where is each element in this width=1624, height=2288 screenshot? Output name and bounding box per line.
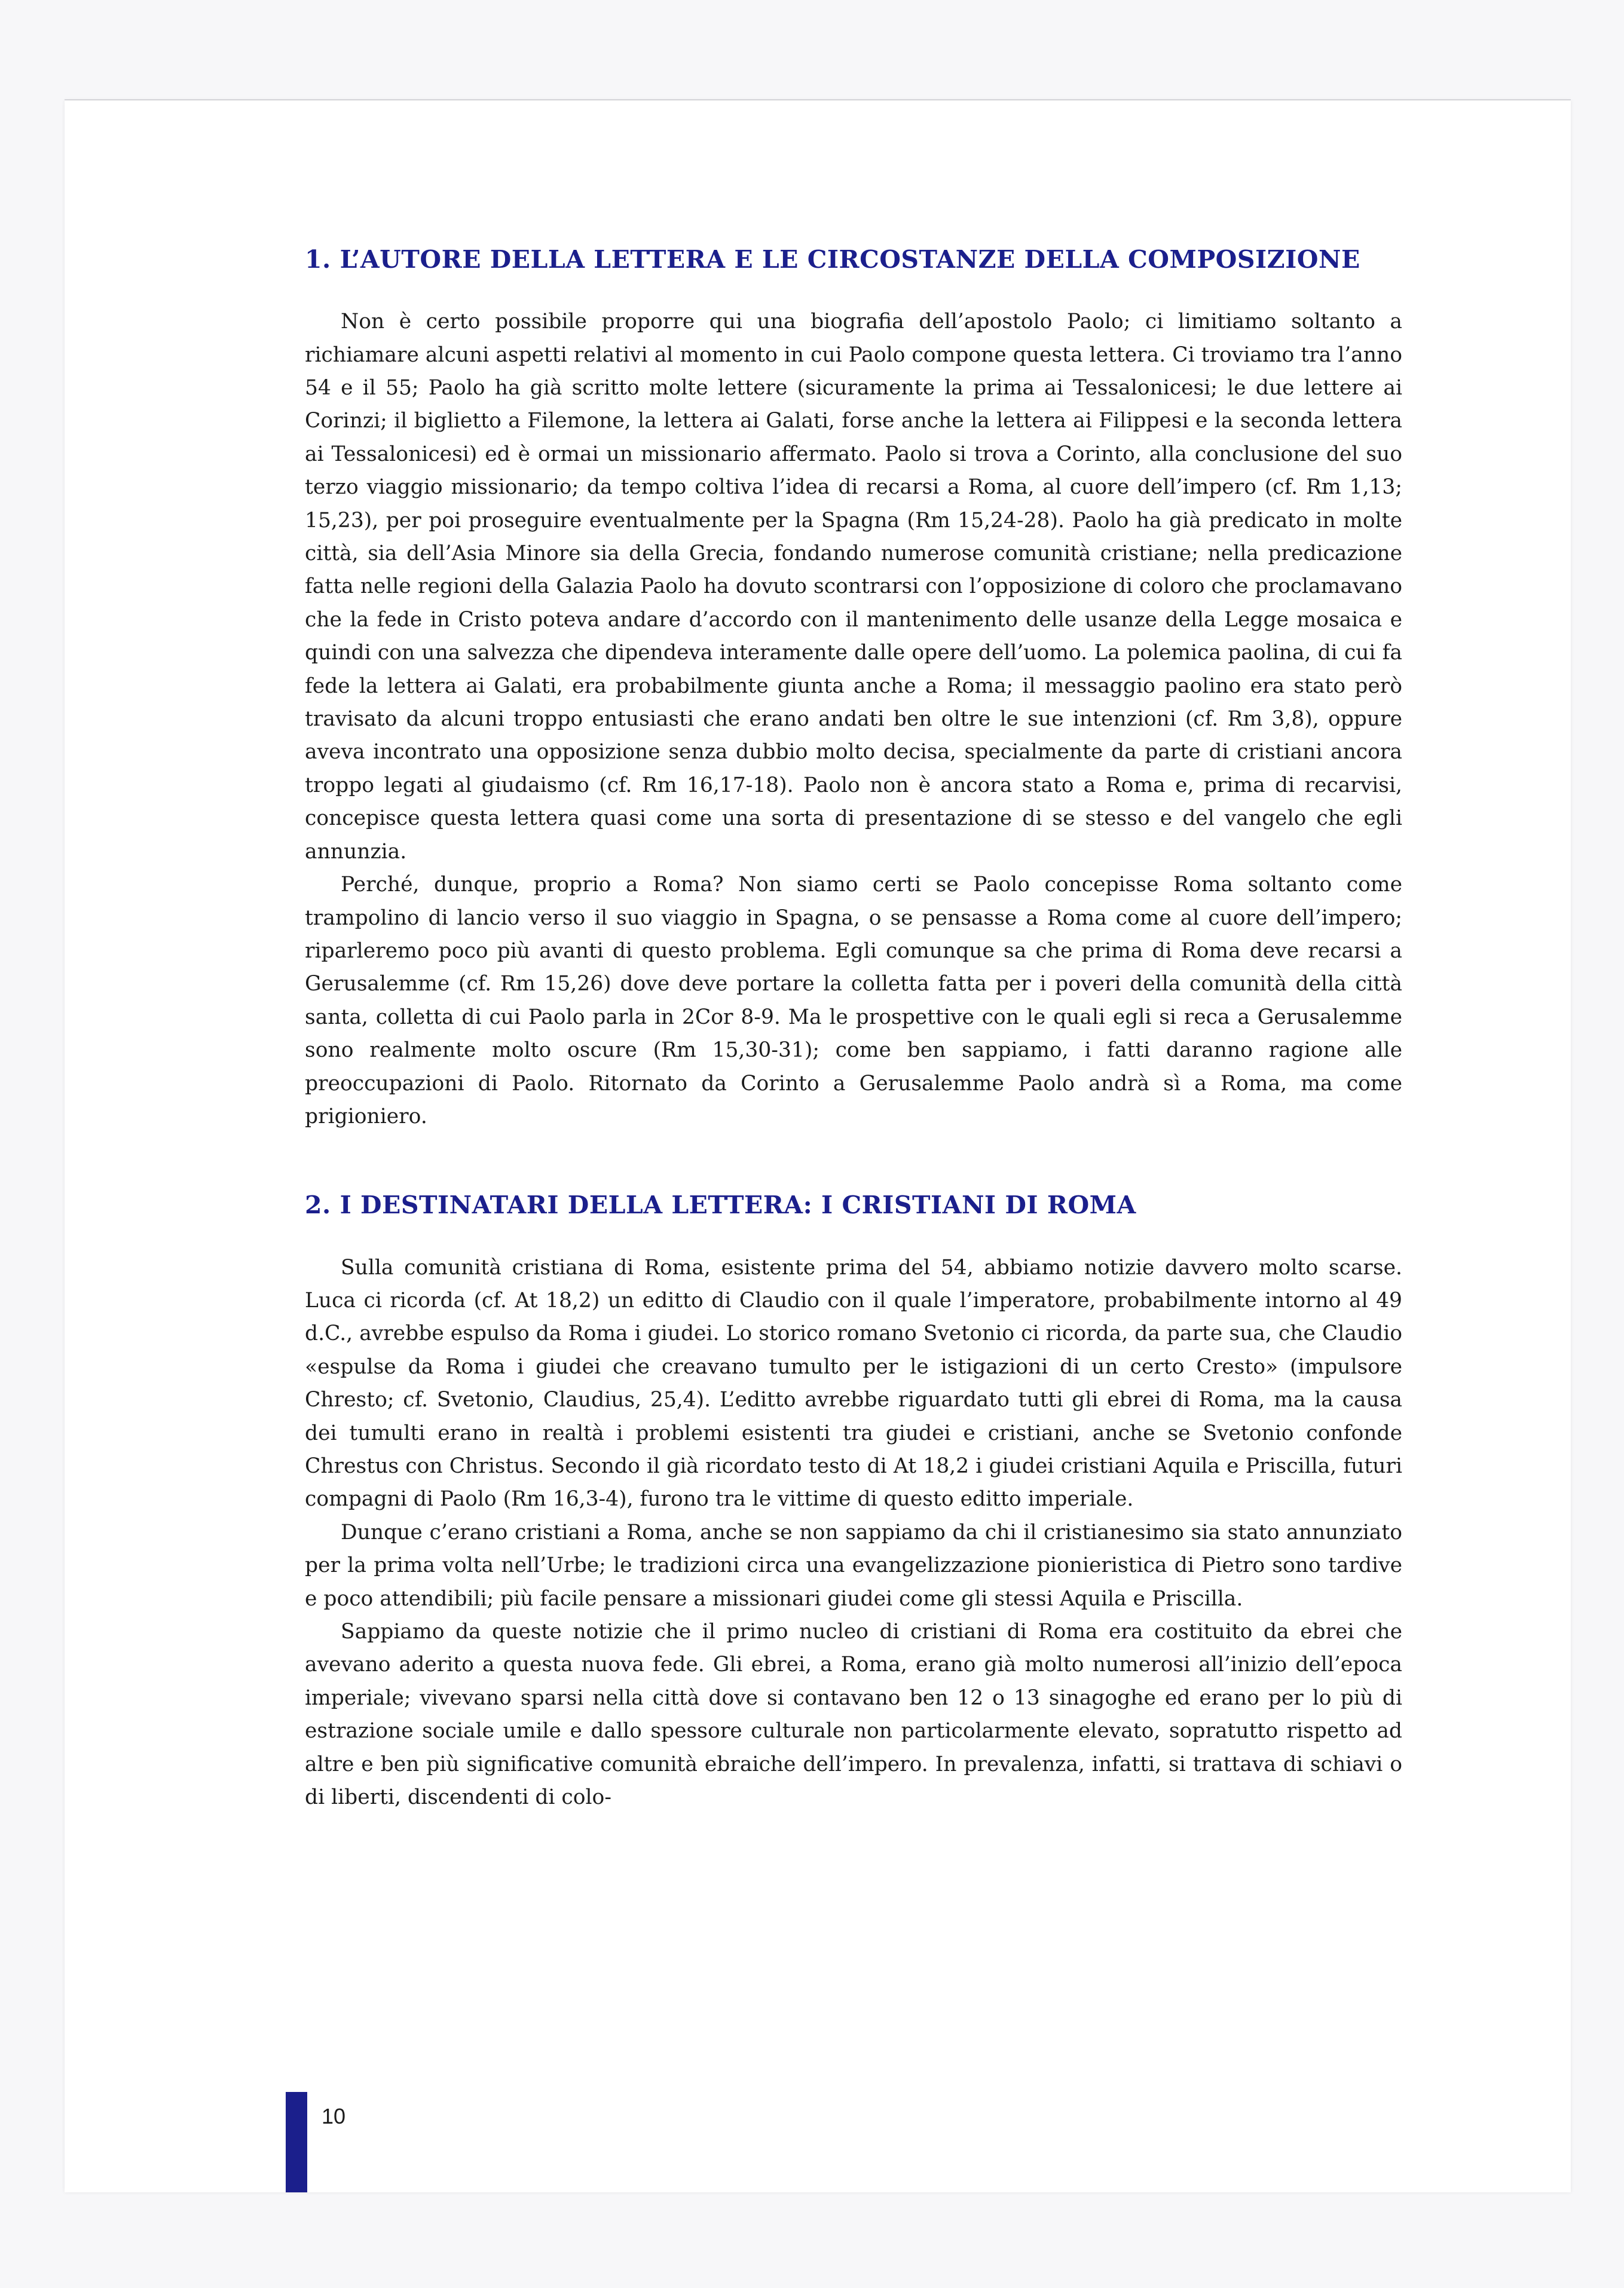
- section-2-paragraph-3: Sappiamo da queste notizie che il primo nucleo di cristiani di Roma era costituito da ebrei che avevano aderito a questa nuova fede. Gli ebrei, a Roma, erano già molto numerosi all’inizio dell’epoca imperiale; vivevano sparsi nella città dove si contavano ben 12 o 13 sinagoghe ed erano per lo più di estrazione sociale umile e dallo spessore culturale non particolarmente elevato, sopratutto rispetto ad altre e ben più significative comunità ebraiche dell’impero. In prevalenza, infatti, si trattava di schiavi o di liberti, discendenti di colo-: [305, 1620, 1402, 1810]
- page-number-bar: [286, 2092, 307, 2192]
- section-2-paragraph-2: Dunque c’erano cristiani a Roma, anche se non sappiamo da chi il cristianesimo sia stato annunziato per la prima volta nell’Urbe; le tradizioni circa una evangelizzazione pionieristica di Pietro sono tardive e poco attendibili; più facile pensare a missionari giudei come gli stessi Aquila e Priscilla.: [305, 1520, 1402, 1611]
- section-1-heading: 1. L’AUTORE DELLA LETTERA E LE CIRCOSTANZE DELLA COMPOSIZIONE: [305, 245, 1360, 274]
- section-2-heading: 2. I DESTINATARI DELLA LETTERA: I CRISTIANI DI ROMA: [305, 1191, 1136, 1220]
- page-number: 10: [322, 2104, 346, 2128]
- section-1-paragraph-2: Perché, dunque, proprio a Roma? Non siamo certi se Paolo concepisse Roma soltanto come trampolino di lancio verso il suo viaggio in Spagna, o se pensasse a Roma come al cuore dell’impero; riparleremo poco più avanti di questo problema. Egli comunque sa che prima di Roma deve recarsi a Gerusalemme (cf. Rm 15,26) dove deve portare la colletta fatta per i poveri della comunità della città santa, colletta di cui Paolo parla in 2Cor 8-9. Ma le prospettive con le quali egli si reca a Gerusalemme sono realmente molto oscure (Rm 15,30-31); come ben sappiamo, i fatti daranno ragione alle preoccupazioni di Paolo. Ritornato da Corinto a Gerusalemme Paolo andrà sì a Roma, ma come prigioniero.: [305, 873, 1402, 1128]
- page-content: [305, 245, 1402, 1814]
- section-2-paragraph-1: Sulla comunità cristiana di Roma, esistente prima del 54, abbiamo notizie davvero molto scarse. Luca ci ricorda (cf. At 18,2) un editto di Claudio con il quale l’imperatore, probabilmente intorno al 49 d.C., avrebbe espulso da Roma i giudei. Lo storico romano Svetonio ci ricorda, da parte sua, che Claudio «espulse da Roma i giudei che creavano tumulto per le istigazioni di un certo Cresto» (impulsore Chresto; cf. Svetonio, Claudius, 25,4). L’editto avrebbe riguardato tutti gli ebrei di Roma, ma la causa dei tumulti erano in realtà i problemi esistenti tra giudei e cristiani, anche se Svetonio confonde Chrestus con Christus. Secondo il già ricordato testo di At 18,2 i giudei cristiani Aquila e Priscilla, futuri compagni di Paolo (Rm 16,3-4), furono tra le vittime di questo editto imperiale.: [305, 1255, 1402, 1512]
- section-1-paragraph-1: Non è certo possibile proporre qui una biografia dell’apostolo Paolo; ci limitiamo soltanto a richiamare alcuni aspetti relativi al momento in cui Paolo compone questa lettera. Ci troviamo tra l’anno 54 e il 55; Paolo ha già scritto molte lettere (sicuramente la prima ai Tessalonicesi; le due lettere ai Corinzi; il biglietto a Filemone, la lettera ai Galati, forse anche la lettera ai Filippesi e la seconda lettera ai Tessalonicesi) ed è ormai un missionario affermato. Paolo si trova a Corinto, alla conclusione del suo terzo viaggio missionario; da tempo coltiva l’idea di recarsi a Roma, al cuore dell’impero (cf. Rm 1,13; 15,23), per poi proseguire eventualmente per la Spagna (Rm 15,24-28). Paolo ha già predicato in molte città, sia dell’Asia Minore sia della Grecia, fondando numerose comunità cristiane; nella predicazione fatta nelle regioni della Galazia Paolo ha dovuto scontrarsi con l’opposizione di coloro che proclamavano che la fede in Cristo poteva andare d’accordo con il mantenimento delle usanze della Legge mosaica e quindi con una salvezza che dipendeva interamente dalle opere dell’uomo. La polemica paolina, di cui fa fede la lettera ai Galati, era probabilmente giunta anche a Roma; il messaggio paolino era stato però travisato da alcuni troppo entusiasti che erano andati ben oltre le sue intenzioni (cf. Rm 3,8), oppure aveva incontrato una opposizione senza dubbio molto decisa, specialmente da parte di cristiani ancora troppo legati al giudaismo (cf. Rm 16,17-18). Paolo non è ancora stato a Roma e, prima di recarvisi, concepisce questa lettera quasi come una sorta di presentazione di se stesso e del vangelo che egli annunzia.: [305, 310, 1402, 864]
